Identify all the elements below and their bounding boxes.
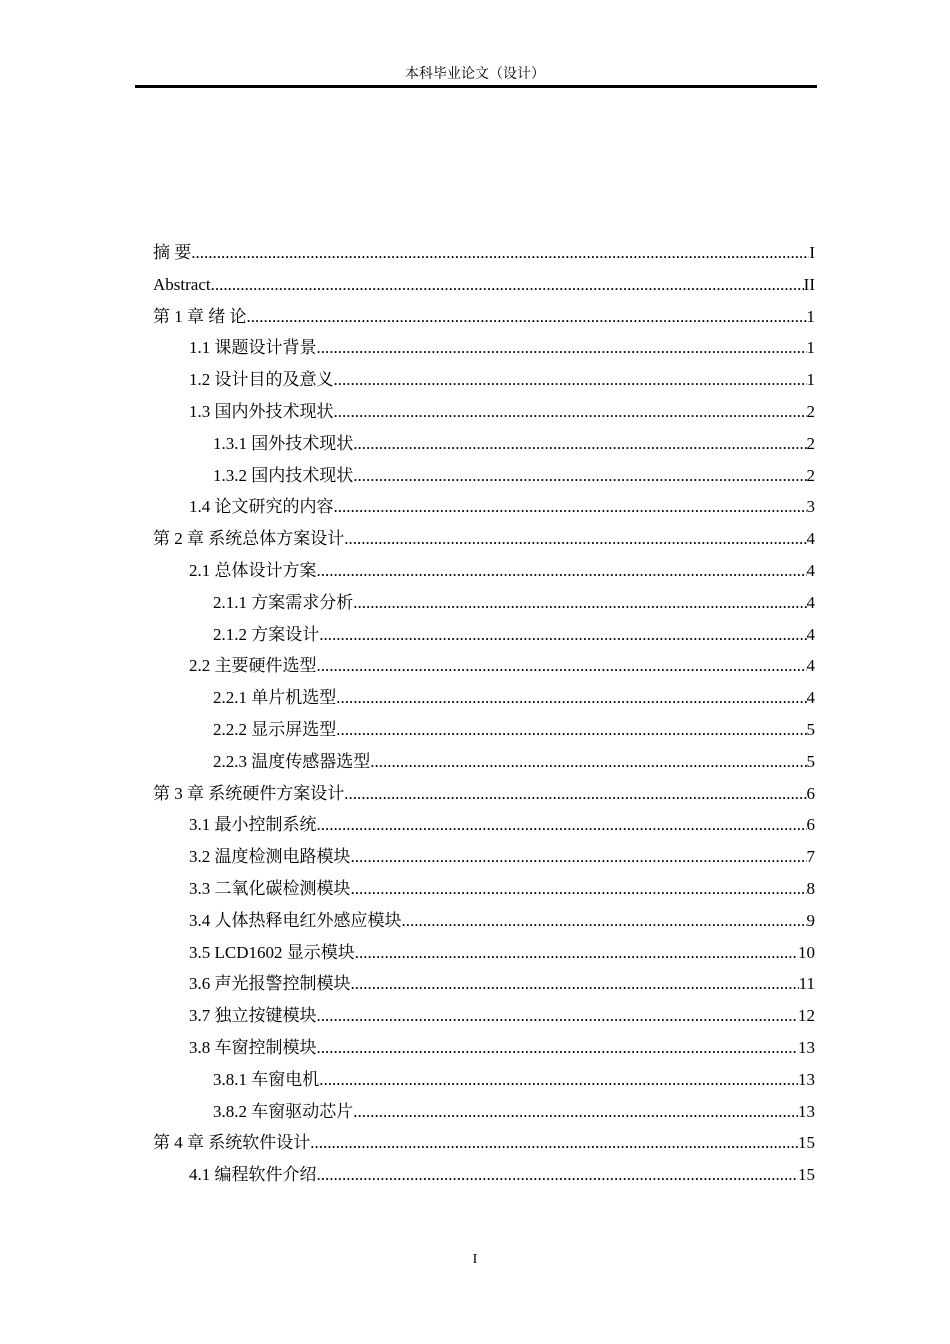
toc-entry-page: 5	[806, 751, 815, 771]
toc-entry[interactable]	[153, 431, 815, 463]
toc-dot-leader	[353, 1099, 798, 1125]
toc-entry-page: 10	[798, 942, 815, 962]
toc-entry-title: 第 2 章 系统总体方案设计	[153, 529, 345, 549]
toc-entry-page: I	[809, 243, 815, 262]
toc-dot-leader	[334, 399, 807, 425]
toc-entry[interactable]	[153, 685, 815, 717]
toc-entry[interactable]	[153, 494, 815, 526]
toc-dot-leader	[344, 781, 806, 807]
toc-entry-page: II	[803, 274, 815, 294]
toc-entry-title: 第 3 章 系统硬件方案设计	[153, 783, 345, 803]
toc-entry[interactable]	[153, 240, 815, 272]
toc-dot-leader	[317, 1003, 799, 1029]
toc-dot-leader	[351, 876, 807, 902]
toc-dot-leader	[344, 526, 806, 552]
toc-entry-page: 6	[806, 815, 815, 835]
toc-entry-title: 第 4 章 系统软件设计	[153, 1133, 311, 1153]
toc-entry-page: 7	[806, 847, 815, 867]
toc-dot-leader	[211, 272, 804, 298]
toc-entry-page: 2	[806, 433, 815, 453]
toc-dot-leader	[310, 1130, 798, 1156]
toc-entry-title: 2.1.1 方案需求分析	[213, 592, 354, 612]
toc-entry-title: 2.1.2 方案设计	[213, 624, 320, 644]
toc-entry-page: 6	[806, 783, 815, 803]
toc-dot-leader	[319, 1067, 798, 1093]
toc-dot-leader	[353, 463, 806, 489]
toc-entry[interactable]	[153, 749, 815, 781]
toc-entry-title: 1.3 国内外技术现状	[189, 401, 334, 421]
toc-entry-page: 8	[806, 878, 815, 898]
toc-entry-title: 第 1 章 绪 论	[153, 306, 247, 326]
toc-entry[interactable]	[153, 908, 815, 940]
toc-entry-page: 4	[806, 656, 815, 676]
toc-entry[interactable]	[153, 526, 815, 558]
toc-entry-page: 4	[806, 529, 815, 549]
toc-entry-page: 4	[806, 624, 815, 644]
toc-entry-title: 1.1 课题设计背景	[189, 338, 317, 358]
table-of-contents	[153, 240, 815, 1194]
toc-entry-page: 1	[806, 370, 815, 390]
header-title: 本科毕业论文（设计）	[405, 67, 545, 82]
toc-entry-title: 2.2.2 显示屏选型	[213, 719, 337, 739]
toc-entry-title: 3.3 二氧化碳检测模块	[189, 878, 351, 898]
toc-entry-page: 4	[806, 592, 815, 612]
toc-entry[interactable]	[153, 590, 815, 622]
toc-dot-leader	[370, 749, 806, 775]
toc-entry[interactable]	[153, 622, 815, 654]
toc-dot-leader	[317, 1035, 799, 1061]
toc-entry-title: 2.2.1 单片机选型	[213, 688, 337, 708]
toc-entry-title: 3.8 车窗控制模块	[189, 1037, 317, 1057]
toc-dot-leader	[351, 971, 799, 997]
toc-entry-page: 13	[798, 1069, 815, 1089]
toc-entry-page: 2	[806, 401, 815, 421]
toc-dot-leader	[317, 653, 807, 679]
toc-entry[interactable]	[153, 1162, 815, 1194]
toc-entry[interactable]	[153, 1035, 815, 1067]
toc-entry[interactable]	[153, 367, 815, 399]
toc-dot-leader	[247, 304, 807, 330]
toc-entry[interactable]	[153, 1099, 815, 1131]
toc-entry-title: 2.2 主要硬件选型	[189, 656, 317, 676]
toc-entry-page: 15	[798, 1133, 815, 1153]
toc-entry-page: 13	[798, 1101, 815, 1121]
toc-dot-leader	[351, 844, 807, 870]
toc-entry-page: 11	[798, 974, 815, 994]
header-rule	[135, 85, 817, 88]
toc-dot-leader	[402, 908, 807, 934]
toc-entry-page: 1	[806, 338, 815, 358]
toc-entry-title: 1.2 设计目的及意义	[189, 370, 334, 390]
toc-entry[interactable]	[153, 399, 815, 431]
toc-entry[interactable]	[153, 781, 815, 813]
toc-entry[interactable]	[153, 653, 815, 685]
toc-entry-title: 1.3.1 国外技术现状	[213, 433, 354, 453]
toc-entry-page: 3	[806, 497, 815, 517]
toc-entry-page: 1	[806, 306, 815, 326]
toc-entry[interactable]	[153, 1130, 815, 1162]
toc-entry-title: 2.2.3 温度传感器选型	[213, 751, 371, 771]
toc-entry-title: 3.7 独立按键模块	[189, 1006, 317, 1026]
toc-dot-leader	[353, 431, 806, 457]
toc-entry-title: 2.1 总体设计方案	[189, 560, 317, 580]
toc-entry-title: 4.1 编程软件介绍	[189, 1165, 317, 1185]
toc-entry[interactable]	[153, 1003, 815, 1035]
toc-entry-title: 3.4 人体热释电红外感应模块	[189, 910, 402, 930]
toc-entry[interactable]	[153, 812, 815, 844]
toc-dot-leader	[319, 622, 806, 648]
toc-entry[interactable]	[153, 304, 815, 336]
page-number: I	[472, 1252, 478, 1267]
page-header	[0, 66, 950, 84]
toc-dot-leader	[336, 685, 806, 711]
toc-entry-page: 12	[798, 1006, 815, 1026]
toc-entry[interactable]	[153, 971, 815, 1003]
toc-entry-page: 9	[806, 910, 815, 930]
toc-entry[interactable]	[153, 272, 815, 304]
toc-dot-leader	[334, 367, 807, 393]
toc-dot-leader	[317, 558, 807, 584]
toc-dot-leader	[336, 717, 806, 743]
toc-dot-leader	[191, 240, 809, 266]
toc-entry-title: 1.3.2 国内技术现状	[213, 465, 354, 485]
toc-entry-title: 3.5 LCD1602 显示模块	[189, 942, 355, 962]
toc-entry-page: 4	[806, 688, 815, 708]
toc-entry-page: 2	[806, 465, 815, 485]
toc-entry-page: 13	[798, 1037, 815, 1057]
toc-entry[interactable]	[153, 1067, 815, 1099]
toc-entry-title: 3.1 最小控制系统	[189, 815, 317, 835]
toc-entry[interactable]	[153, 717, 815, 749]
toc-dot-leader	[353, 590, 806, 616]
toc-entry-title: 3.6 声光报警控制模块	[189, 974, 351, 994]
toc-entry-title: 3.2 温度检测电路模块	[189, 847, 351, 867]
toc-entry-title: 摘 要	[153, 243, 192, 262]
toc-entry[interactable]	[153, 940, 815, 972]
toc-entry[interactable]	[153, 463, 815, 495]
toc-dot-leader	[355, 940, 798, 966]
toc-entry[interactable]	[153, 844, 815, 876]
toc-entry-title: 1.4 论文研究的内容	[189, 497, 334, 517]
toc-entry[interactable]	[153, 335, 815, 367]
toc-dot-leader	[317, 335, 807, 361]
toc-entry-page: 15	[798, 1165, 815, 1185]
toc-entry[interactable]	[153, 876, 815, 908]
toc-entry[interactable]	[153, 558, 815, 590]
toc-entry-title: Abstract	[153, 274, 211, 294]
toc-dot-leader	[334, 494, 807, 520]
toc-entry-page: 5	[806, 719, 815, 739]
toc-dot-leader	[317, 1162, 799, 1188]
toc-entry-title: 3.8.1 车窗电机	[213, 1069, 320, 1089]
toc-dot-leader	[317, 812, 807, 838]
toc-entry-title: 3.8.2 车窗驱动芯片	[213, 1101, 354, 1121]
toc-entry-page: 4	[806, 560, 815, 580]
